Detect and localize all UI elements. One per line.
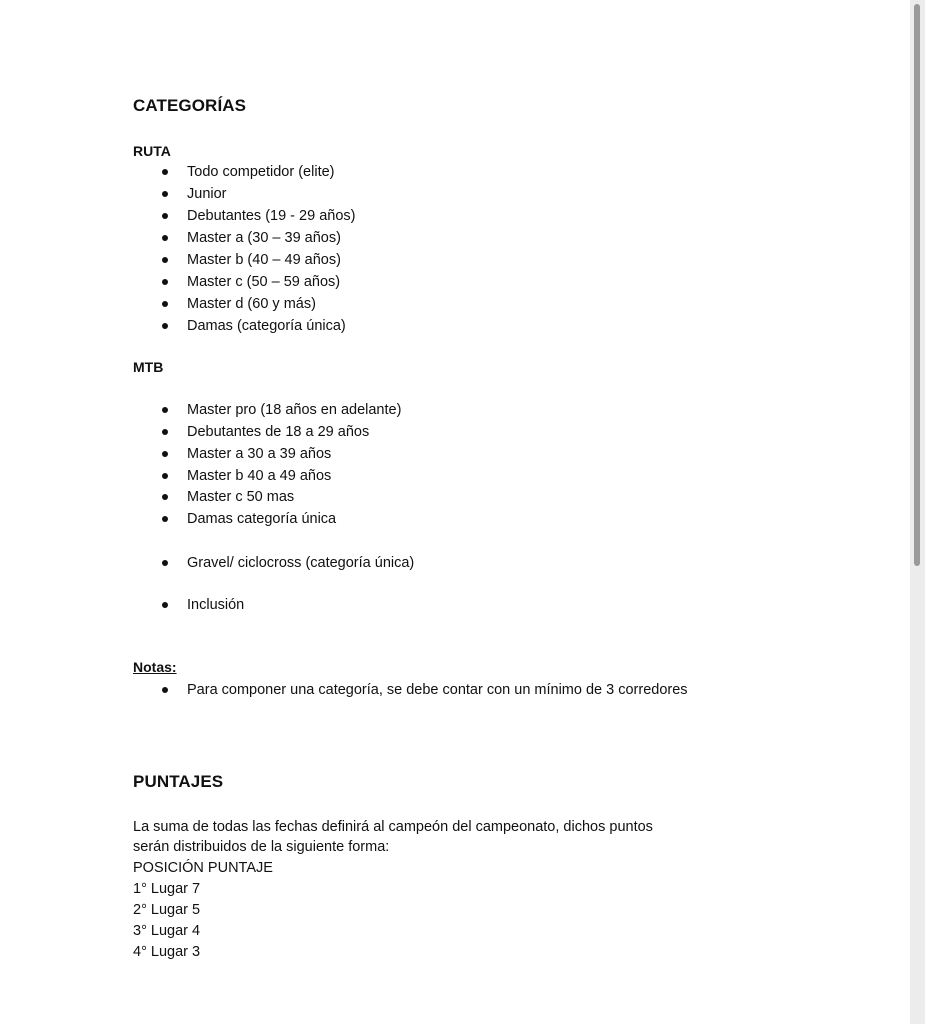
- puntajes-title: PUNTAJES: [133, 772, 224, 791]
- notas-heading: Notas:: [133, 659, 177, 675]
- puntajes-table-header: POSICIÓN PUNTAJE: [133, 860, 273, 876]
- mtb-heading: MTB: [133, 359, 164, 375]
- puntajes-intro-line: serán distribuidos de la siguiente forma:: [133, 839, 390, 855]
- bullet-icon: [162, 560, 168, 566]
- puntajes-row: 1° Lugar 7: [133, 881, 201, 897]
- puntajes-row: 2° Lugar 5: [133, 902, 201, 918]
- bullet-icon: [162, 213, 168, 219]
- bullet-icon: [162, 301, 168, 307]
- bullet-icon: [162, 602, 168, 608]
- bullet-icon: [162, 494, 168, 500]
- bullet-icon: [162, 473, 168, 479]
- bullet-icon: [162, 516, 168, 522]
- bullet-icon: [162, 235, 168, 241]
- puntajes-row: 4° Lugar 3: [133, 944, 201, 960]
- puntajes-row: 3° Lugar 4: [133, 923, 201, 939]
- bullet-icon: [162, 323, 168, 329]
- bullet-icon: [162, 169, 168, 175]
- bullet-icon: [162, 279, 168, 285]
- bullet-icon: [162, 429, 168, 435]
- categorias-title: CATEGORÍAS: [133, 96, 247, 115]
- scrollbar-thumb[interactable]: [914, 4, 920, 566]
- vertical-scrollbar[interactable]: [910, 0, 925, 1024]
- bullet-icon: [162, 407, 168, 413]
- bullet-icon: [162, 191, 168, 197]
- document-page: CATEGORÍAS RUTA Todo competidor (elite) Junior Debutantes (19 - 29 años) Master a (30 – 39 años) Master b (40 – 49 años) Master c (50 – 59 años) Master d (60 y más) Damas (categoría única) MTB Master pro (18 años en adelante) Debutantes de 18 a 29 años Master a 30 a 39 años Master b 40 a 49 años Master c 50 mas Damas categoría única Gravel/ ciclocross (categoría única) Inclusión Notas: Para componer una categoría, se debe contar con un mínimo de 3 corredores PUNTAJES La suma de todas las fechas definirá al campeón del campeonato, dichos puntos serán distribuidos de la siguiente forma: POSICIÓN PUNTAJE 1° Lugar 7 2° Lugar 5 3° Lugar 4 4° Lugar 3: [0, 0, 910, 1024]
- bullet-icon: [162, 687, 168, 693]
- ruta-heading: RUTA: [133, 143, 171, 159]
- puntajes-intro-line: La suma de todas las fechas definirá al campeón del campeonato, dichos puntos: [133, 819, 653, 835]
- bullet-icon: [162, 257, 168, 263]
- bullet-icon: [162, 451, 168, 457]
